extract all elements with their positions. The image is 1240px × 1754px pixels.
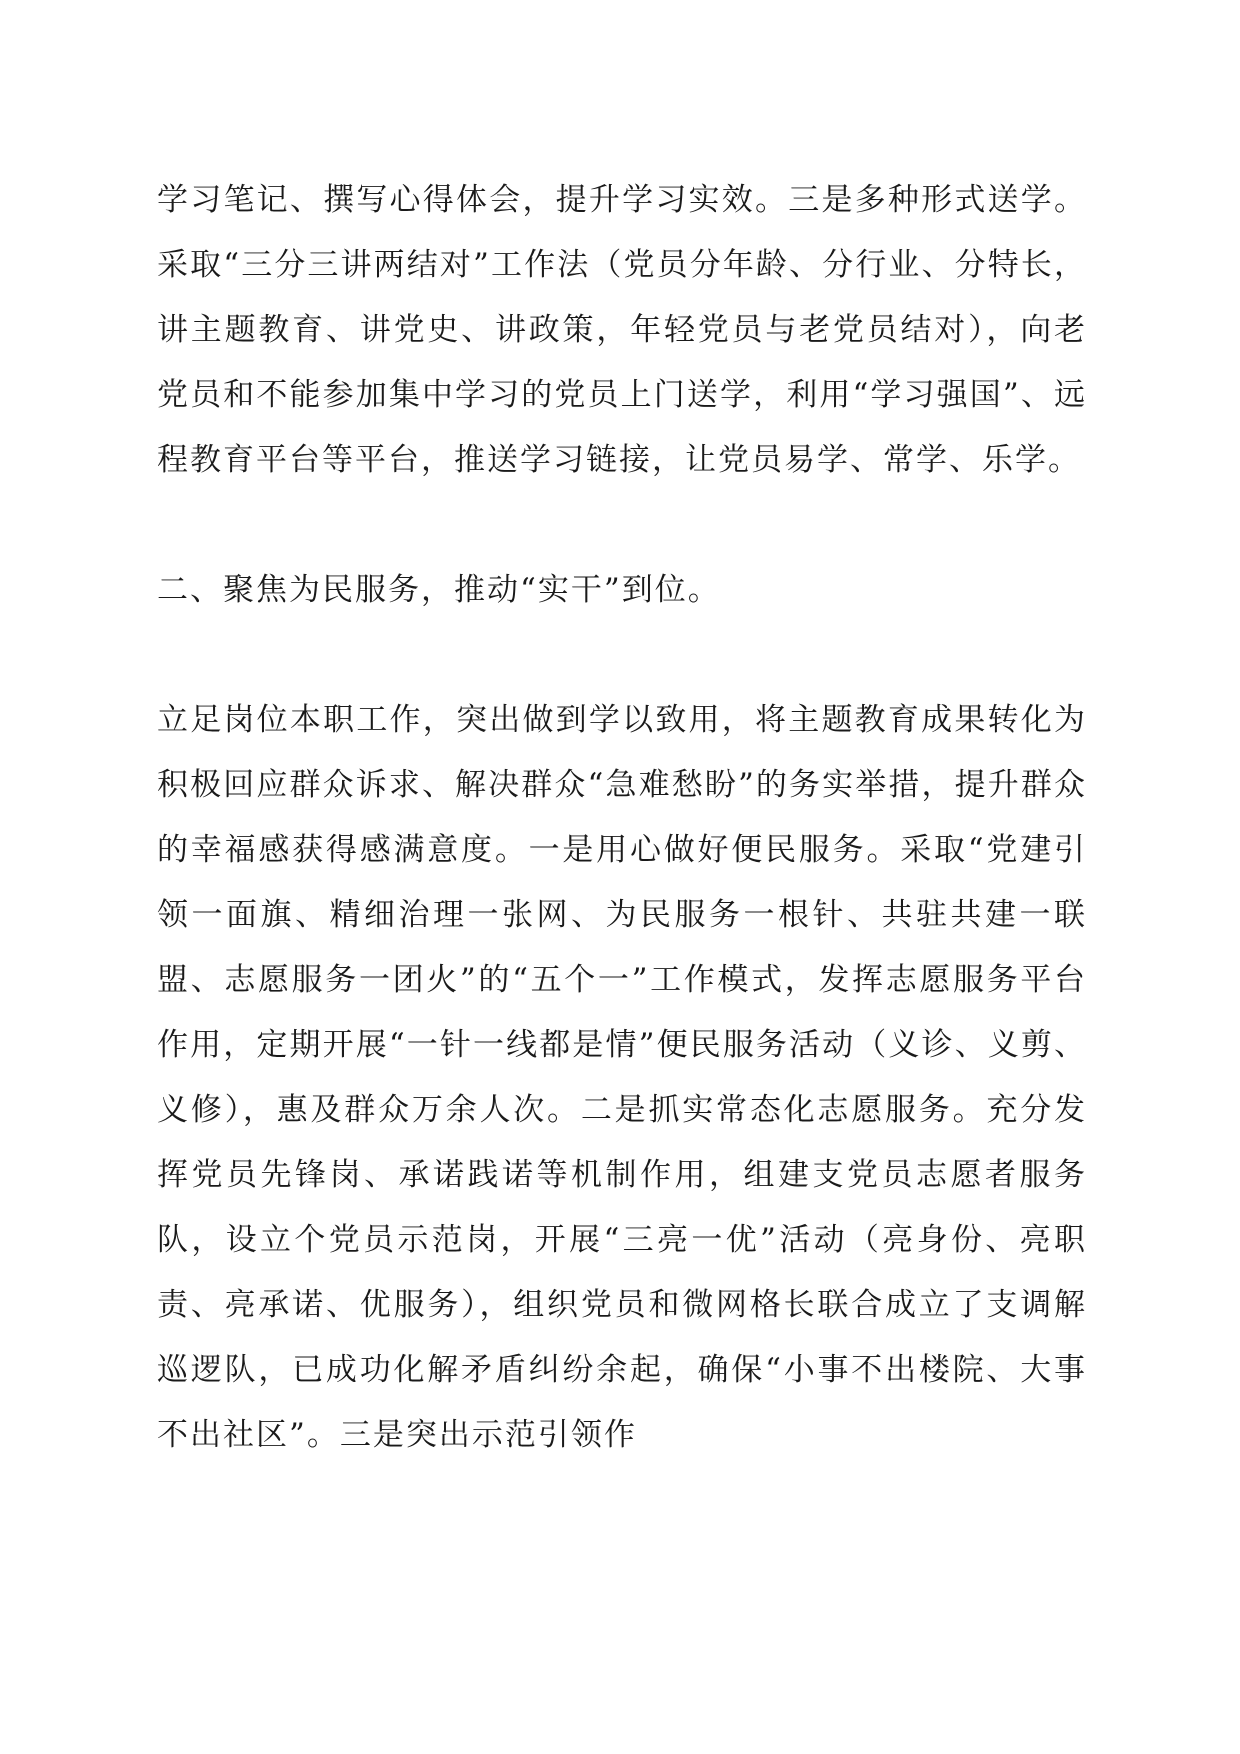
- paragraph-spacer: [157, 623, 1087, 688]
- paragraph-people-service: 立足岗位本职工作，突出做到学以致用，将主题教育成果转化为积极回应群众诉求、解决群众“急难愁盼”的务实举措，提升群众的幸福感获得感满意度。一是用心做好便民服务。采取“党建引领一面旗、精细治理一张网、为民服务一根针、共驻共建一联盟、志愿服务一团火”的“五个一”工作模式，发挥志愿服务平台作用，定期开展“一针一线都是情”便民服务活动（义诊、义剪、义修），惠及群众万余人次。二是抓实常态化志愿服务。充分发挥党员先锋岗、承诺践诺等机制作用，组建支党员志愿者服务队，设立个党员示范岗，开展“三亮一优”活动（亮身份、亮职责、亮承诺、优服务），组织党员和微网格长联合成立了支调解巡逻队，已成功化解矛盾纠纷余起，确保“小事不出楼院、大事不出社区”。三是突出示范引领作: [157, 702, 1087, 1453]
- section-heading-service: 二、聚焦为民服务，推动“实干”到位。: [157, 572, 721, 608]
- document-body: [157, 168, 1087, 1468]
- paragraph-spacer: [157, 493, 1087, 558]
- paragraph-study-methods: 学习笔记、撰写心得体会，提升学习实效。三是多种形式送学。采取“三分三讲两结对”工作法（党员分年龄、分行业、分特长，讲主题教育、讲党史、讲政策，年轻党员与老党员结对），向老党员和不能参加集中学习的党员上门送学，利用“学习强国”、远程教育平台等平台，推送学习链接，让党员易学、常学、乐学。: [157, 182, 1087, 478]
